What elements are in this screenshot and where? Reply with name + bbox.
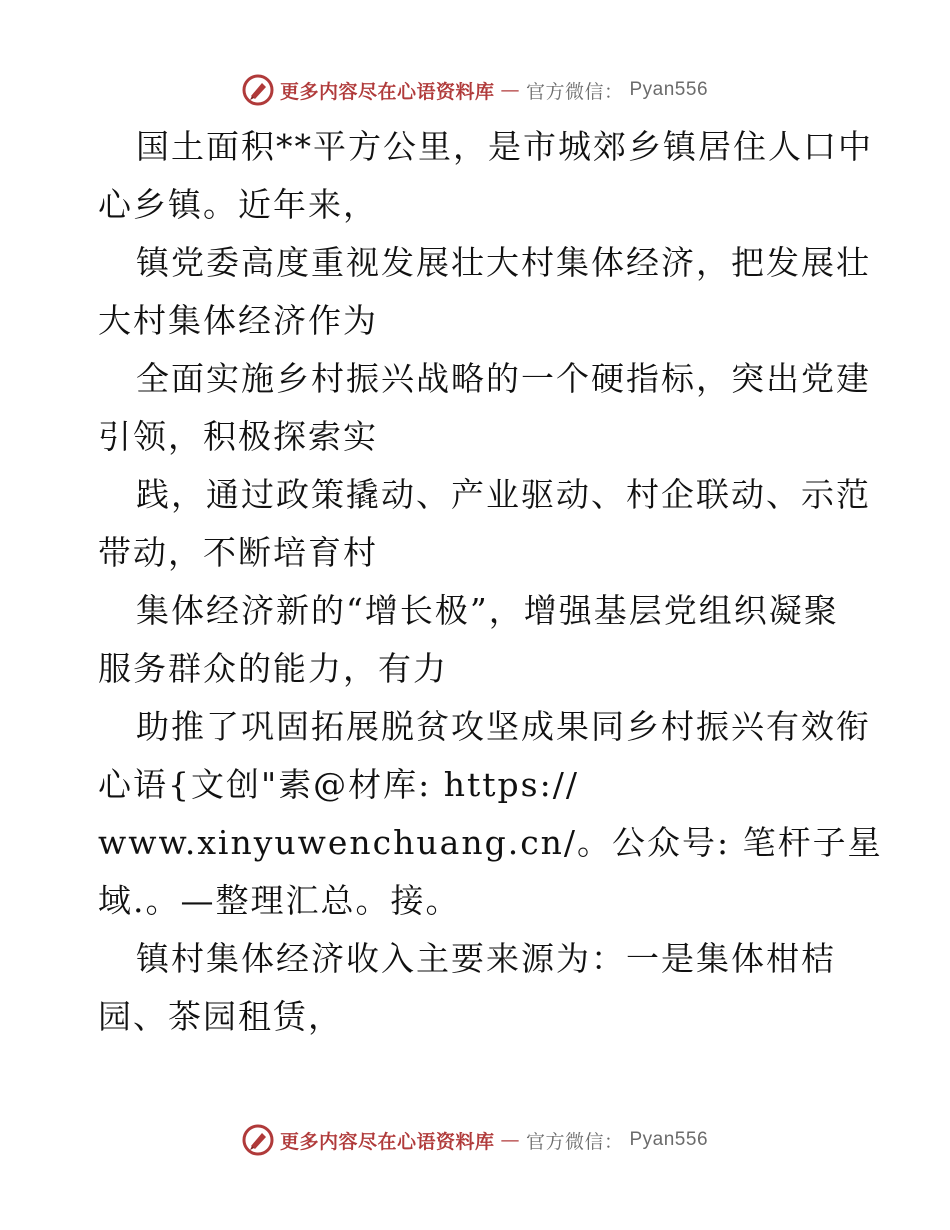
document-body	[98, 118, 883, 1046]
header-banner	[0, 70, 950, 110]
paragraph-7	[98, 930, 858, 1046]
footer-dash: —	[500, 1129, 520, 1151]
paragraph-line: 助推了巩固拓展脱贫攻坚成果同乡村振兴有效衔	[136, 707, 871, 746]
paragraph-line: 心乡镇。近年来，	[98, 185, 378, 224]
paragraph-line: 引领，积极探索实	[98, 417, 378, 456]
paragraph-3	[98, 350, 871, 466]
header-wechat-label: 官方微信：	[525, 80, 624, 103]
paragraph-line: 镇党委高度重视发展壮大村集体经济，把发展壮	[136, 243, 871, 282]
paragraph-5	[98, 582, 858, 698]
paragraph-line: 域.。—整理汇总。接。	[98, 881, 461, 920]
paragraph-line: 大村集体经济作为	[98, 301, 378, 340]
paragraph-4	[98, 466, 871, 582]
footer-banner	[0, 1120, 950, 1160]
paragraph-1	[98, 118, 873, 234]
paragraph-line: 镇村集体经济收入主要来源为：一是集体柑桔	[136, 939, 836, 978]
footer-site-text: 更多内容尽在心语资料库	[279, 1130, 495, 1153]
paragraph-line: www.xinyuwenchuang.cn/。公众号: 笔杆子星	[98, 823, 883, 862]
paragraph-line: 全面实施乡村振兴战略的一个硬指标，突出党建	[136, 359, 871, 398]
paragraph-line: 践，通过政策撬动、产业驱动、村企联动、示范	[136, 475, 871, 514]
header-wechat-id: Pyan556	[629, 79, 709, 100]
brand-logo-icon	[242, 1124, 274, 1156]
paragraph-6	[98, 698, 883, 930]
paragraph-line: 集体经济新的“增长极”，增强基层党组织凝聚	[136, 591, 839, 630]
paragraph-line: 带动，不断培育村	[98, 533, 378, 572]
footer-wechat-id: Pyan556	[629, 1129, 709, 1150]
paragraph-line: 国土面积**平方公里，是市城郊乡镇居住人口中	[136, 127, 873, 166]
paragraph-2	[98, 234, 871, 350]
paragraph-line: 园、茶园租赁，	[98, 997, 343, 1036]
paragraph-line: 心语{文创"素@材库: https://	[98, 765, 579, 804]
header-site-text: 更多内容尽在心语资料库	[279, 80, 495, 103]
header-dash: —	[500, 79, 520, 101]
paragraph-line: 服务群众的能力，有力	[98, 649, 448, 688]
brand-logo-icon	[242, 74, 274, 106]
footer-wechat-label: 官方微信：	[525, 1130, 624, 1153]
